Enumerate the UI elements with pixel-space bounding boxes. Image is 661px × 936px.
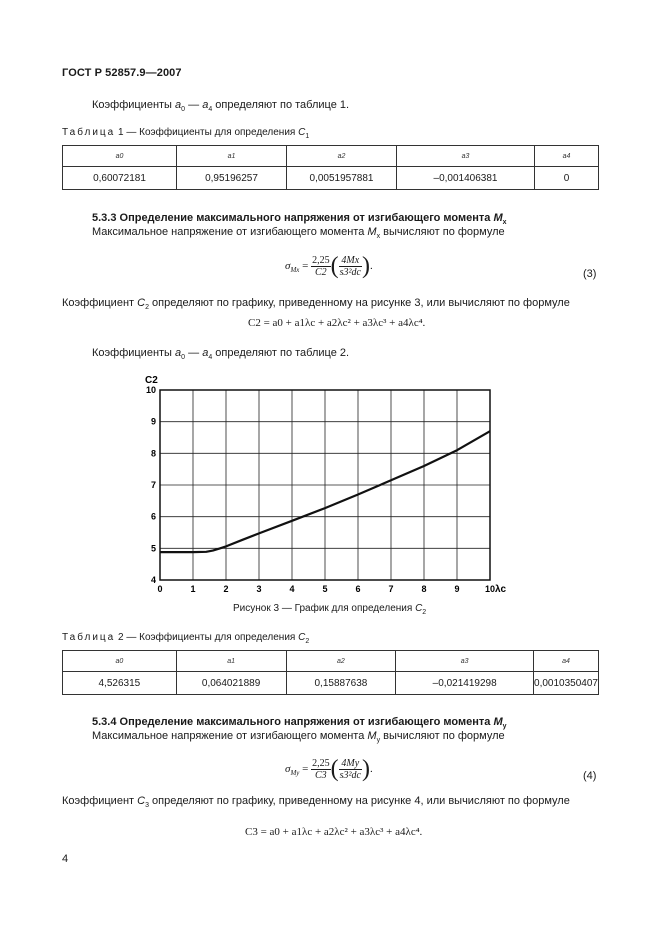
intro1-to-sub: 4 [208,106,213,114]
table2-header-cell [396,651,534,672]
formula4-inner-num: 4My [341,758,360,769]
chart-y-tick-label: 6 [150,511,156,522]
table2-value-a1: 0,064021889 [176,672,286,695]
formula3-end: . [369,260,373,273]
chart-x-tick-label: 3 [256,584,262,594]
table2-value-a3: –0,021419298 [396,672,534,695]
table2-header-a4: a4 [562,657,570,665]
sec533-title-sym: M [493,212,503,224]
sec534-title-text: 5.3.4 Определение максимального напряжения от изгибающего момента [92,716,494,728]
table2-caption-rest: 2 — Коэффициенты для определения [118,632,299,643]
sec533-text-before: Максимальное напряжение от изгибающего момента [92,226,368,238]
polynomial-c2: C2 = a0 + a1λc + a2λc² + a3λc³ + a4λc⁴. [248,317,426,329]
table2-header-a1: a1 [227,657,236,665]
coef-c2-before: Коэффициент [62,297,138,309]
sec534-text-sym: M [367,730,377,742]
formula3-lhs-sub: Mx [290,266,300,275]
equation-number-3: (3) [583,268,597,280]
table2 [62,650,599,695]
table2-header-a0: a0 [115,657,124,665]
chart-x-tick-label: 10 [484,584,496,594]
table2-caption-word: Таблица [62,632,116,643]
formula3-fraction [311,255,331,278]
table2-header-a3: a3 [460,657,469,665]
intro2-after: определяют по таблице 2. [212,347,350,359]
formula4-den: C3 [315,770,327,781]
polynomial-c3: C3 = a0 + a1λc + a2λc² + a3λc³ + a4λc⁴. [245,826,423,838]
formula3-eq: = [299,260,312,273]
table1-header-a1: a1 [227,152,236,160]
sec533-title-text: 5.3.3 Определение максимального напряжения от изгибающего момента [92,212,494,224]
table1-caption-rest: 1 — Коэффициенты для определения [118,127,299,138]
intro2-to: a [202,347,209,359]
formula3-lhs: σ [285,260,291,273]
table2-header-cell [63,651,177,672]
section-533-text [92,226,505,240]
chart-x-axis-label: λc [495,584,507,595]
intro1-before: Коэффициенты [92,99,176,111]
document-header: ГОСТ Р 52857.9—2007 [62,67,182,79]
table1-caption-sym: C [298,127,306,138]
chart-x-tick-label: 9 [454,584,460,594]
table1-value-a3: –0,001406381 [397,167,535,190]
chart-x-tick-label: 2 [223,584,229,594]
coef-c2-text [62,297,570,311]
figure3-caption-sub: 2 [422,609,427,616]
section-534-title [92,716,507,730]
formula4-rparen: ) [361,756,370,782]
table1-header-row [63,146,599,167]
coef-c3-text [62,795,570,809]
table1-header-a3: a3 [461,152,470,160]
table2-value-a4: 0,0010350407 [534,672,599,695]
chart-x-tick-label: 5 [322,584,328,594]
formula4-fraction [311,758,331,781]
table1-value-a1: 0,95196257 [177,167,287,190]
sec534-text-sub: y [376,737,381,745]
formula3-num: 2,25 [312,255,330,266]
intro1-from-sub: 0 [181,106,186,114]
formula3-inner-den: s3²dc [339,267,361,278]
sec534-title-sub: y [502,723,507,731]
table2-header-row [63,651,599,672]
chart-x-tick-label: 0 [157,584,163,594]
coef-c2-after: определяют по графику, приведенному на рисунке 3, или вычисляют по формуле [148,297,570,309]
table1-caption-sub: 1 [305,133,310,140]
table2-caption [62,632,309,645]
coef-c3-after: определяют по графику, приведенному на рисунке 4, или вычисляют по формуле [148,795,570,807]
table1 [62,145,599,190]
table2-header-cell [286,651,396,672]
table1-value-row [63,167,599,190]
chart-y-tick-label: 9 [150,416,156,427]
formula4-eq: = [299,763,312,776]
chart-y-tick-label: 7 [150,480,156,490]
coef-c3-before: Коэффициент [62,795,138,807]
formula4-num: 2,25 [312,758,330,769]
table1-header-cell [177,146,287,167]
chart-y-tick-label: 8 [150,448,156,459]
sec534-text-after: вычисляют по формуле [380,730,505,742]
intro1-from: a [175,99,182,111]
table1-value-a0: 0,60072181 [63,167,177,190]
table2-header-cell [534,651,599,672]
table2-value-a2: 0,15887638 [286,672,396,695]
table1-header-a2: a2 [337,152,346,160]
formula-4 [285,756,373,783]
coef-c3-sym: C [137,795,146,807]
section-534-text [92,730,505,744]
intro2-from: a [175,347,182,359]
chart-x-tick-label: 1 [190,584,196,594]
table1-value-a4: 0 [535,167,599,190]
sec533-text-sub: x [376,233,381,241]
formula3-lparen: ( [330,253,339,279]
sec534-title-sym: M [493,716,503,728]
sec533-text-after: вычисляют по формуле [380,226,505,238]
page-number: 4 [62,853,69,865]
table1-header-a4: a4 [562,152,571,160]
table1-value-a2: 0,0051957881 [287,167,397,190]
formula4-lhs-sub: My [290,769,300,778]
table1-caption-word: Таблица [62,127,116,138]
sec533-title-sub: x [502,219,507,227]
table1-header-cell [63,146,177,167]
coef-c2-sym: C [137,297,146,309]
intro-text-1 [92,99,349,113]
formula3-rparen: ) [361,253,370,279]
formula3-inner-fraction [339,255,362,278]
formula3-inner-num: 4Mx [341,255,360,266]
chart-x-tick-label: 6 [355,584,361,594]
table2-caption-sym: C [298,632,306,643]
sec534-text-before: Максимальное напряжение от изгибающего момента [92,730,368,742]
figure3-chart [140,370,510,595]
table2-header-a2: a2 [337,657,345,665]
figure3-caption-text: Рисунок 3 — График для определения [233,603,416,614]
figure3-caption [233,603,426,616]
formula4-inner-den: s3²dc [339,770,361,781]
formula-3 [285,253,373,280]
chart-y-axis-label: C2 [145,375,158,386]
formula4-lparen: ( [330,756,339,782]
intro2-dash: — [185,347,203,359]
intro2-before: Коэффициенты [92,347,176,359]
table1-header-cell [287,146,397,167]
table1-header-a0: a0 [115,152,124,160]
chart-y-tick-label: 10 [145,385,156,395]
chart-y-tick-label: 5 [150,543,156,554]
table1-header-cell [397,146,535,167]
sec533-text-sym: M [367,226,377,238]
chart-tick-labels [146,385,495,594]
figure3-caption-sym: C [415,603,423,614]
intro1-after: определяют по таблице 1. [212,99,350,111]
formula4-inner-fraction [339,758,362,781]
table2-header-cell [176,651,286,672]
intro1-dash: — [185,99,203,111]
equation-number-4: (4) [583,770,597,782]
table1-caption [62,127,309,140]
table2-value-a0: 4,526315 [63,672,177,695]
coef-c2-sub: 2 [145,304,149,312]
chart-x-tick-label: 7 [388,584,394,594]
intro-text-2 [92,347,349,361]
formula4-lhs: σ [285,763,291,776]
table2-value-row [63,672,599,695]
chart-x-tick-label: 8 [421,584,427,594]
intro2-from-sub: 0 [181,354,186,362]
formula3-den: C2 [315,267,327,278]
coef-c3-sub: 3 [145,802,149,810]
table1-header-cell [535,146,599,167]
intro1-to: a [202,99,209,111]
chart-y-tick-label: 4 [150,575,156,585]
table2-caption-sub: 2 [305,638,310,645]
section-533-title [92,212,507,226]
intro2-to-sub: 4 [208,354,213,362]
chart-x-tick-label: 4 [289,584,295,594]
formula4-end: . [369,763,373,776]
